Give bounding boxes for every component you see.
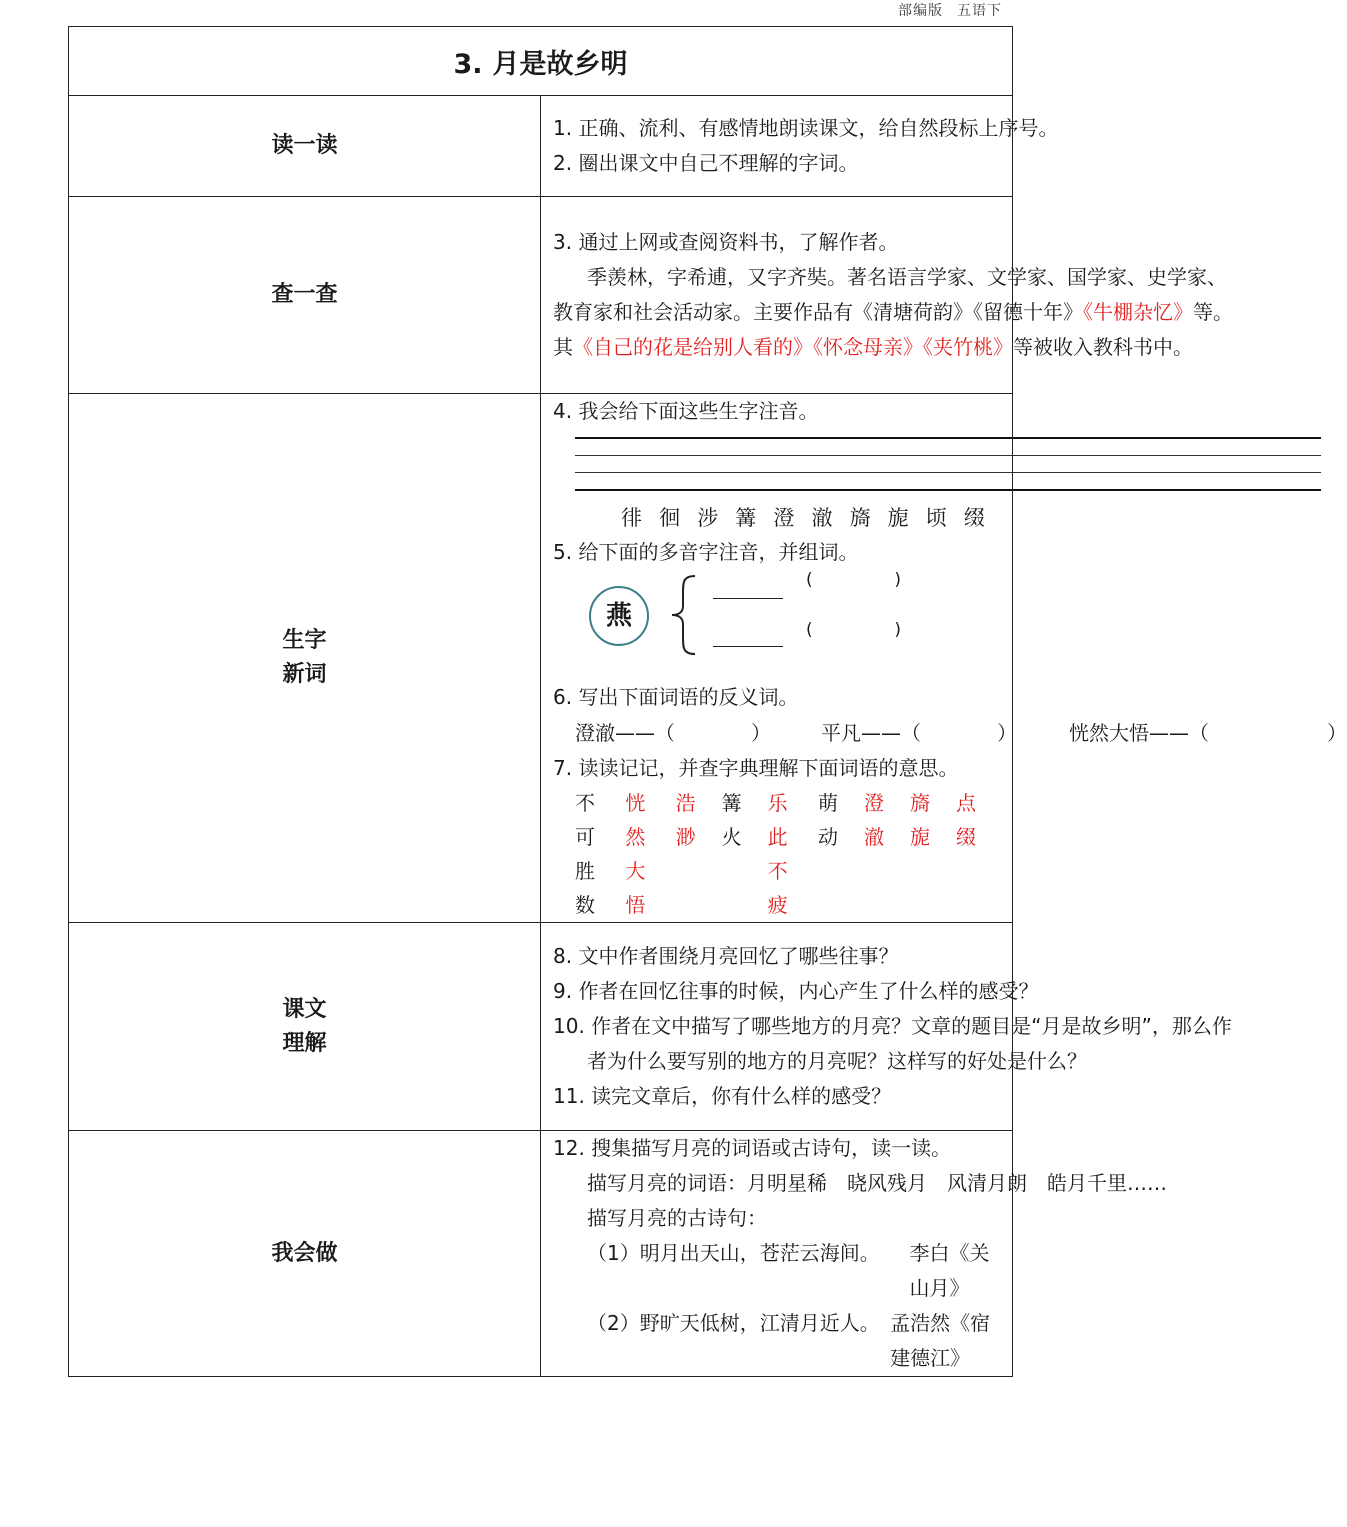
moon-words: 描写月亮的词语：月明星稀 晓风残月 风清月朗 皓月千里…… [587,1171,1167,1195]
pinyin-writing-lines[interactable] [575,437,1321,491]
vocab-item: 乐此不疲 [767,791,788,917]
worksheet-table [68,26,1347,1377]
question-6: 6. 写出下面词语的反义词。 [553,685,799,709]
char-item: 徊 [659,506,681,530]
vocab-item: 点缀 [955,791,976,849]
antonym-2-close: ） [997,721,1017,745]
section-comprehension [69,923,1013,1131]
question-11: 11. 读完文章后，你有什么样的感受？ [553,1084,892,1108]
poem-verse: （2）野旷天低树，江清月近人。 [587,1311,880,1335]
poem-line [553,1236,1002,1306]
section-label-words [69,394,541,923]
question-10: 10. 作者在文中描写了哪些地方的月亮？文章的题目是“月是故乡明”，那么作 [553,1014,1232,1038]
section-label-practice: 我会做 [69,1131,541,1377]
question-5: 5. 给下面的多音字注音，并组词。 [553,540,859,564]
section-content-comprehension [541,923,1232,1131]
antonym-3: 恍然大悟——（ [1069,721,1209,745]
lesson-number: 3. [453,48,483,80]
textbook-suffix: 等被收入教科书中。 [1013,335,1193,359]
polyphone-exercise [553,570,1002,680]
author-work-highlight: 《牛棚杂忆》 [1083,300,1193,324]
question-10-cont: 者为什么要写别的地方的月亮呢？这样写的好处是什么？ [587,1049,1087,1073]
section-label-words-1: 生字 [282,628,327,653]
vocab-item: 萌动 [817,791,838,849]
poem-verse: （1）明月出天山，苍茫云海间。 [587,1241,880,1265]
question-2: 2. 圈出课文中自己不理解的字词。 [553,151,859,175]
word-paren-2[interactable]: ( ) [806,620,901,640]
vocab-item: 篝火 [721,791,742,849]
char-item: 旎 [887,506,909,530]
antonym-1-close: ） [751,721,771,745]
char-item: 涉 [697,506,719,530]
author-works-suffix: 等。 [1193,300,1233,324]
antonym-1: 澄澈——（ [575,721,675,745]
char-item: 缀 [963,506,985,530]
question-4: 4. 我会给下面这些生字注音。 [553,399,819,423]
header-note [898,0,1002,20]
section-words [69,394,1013,923]
section-content-read [541,96,1059,197]
section-content-words [541,394,1347,923]
edition-label: 部编版 [898,3,943,19]
section-label-check: 查一查 [69,197,541,394]
polyphone-char: 燕 [589,586,649,646]
page-title [69,27,1013,96]
textbook-works-highlight: 《自己的花是给别人看的》《怀念母亲》《夹竹桃》 [573,335,1013,359]
new-characters [553,501,1002,535]
antonym-2: 平凡——（ [821,721,921,745]
vocab-item: 旖旎 [909,791,930,849]
question-3: 3. 通过上网或查阅资料书，了解作者。 [553,230,899,254]
question-9: 9. 作者在回忆往事的时候，内心产生了什么样的感受？ [553,979,1039,1003]
antonym-row [553,715,1347,751]
vocab-item: 浩渺 [675,791,696,849]
vocab-list [553,786,1002,922]
grade-label: 五语下 [957,3,1002,19]
question-1: 1. 正确、流利、有感情地朗读课文，给自然段标上序号。 [553,116,1059,140]
section-label-words-2: 新词 [282,662,327,687]
poem-source: 李白《关山月》 [909,1241,990,1300]
char-item: 澄 [773,506,795,530]
section-label-read: 读一读 [69,96,541,197]
char-item: 旖 [849,506,871,530]
question-12: 12. 搜集描写月亮的词语或古诗句，读一读。 [553,1136,952,1160]
poem-source: 孟浩然《宿建德江》 [890,1311,991,1370]
char-item: 澈 [811,506,833,530]
section-label-comprehension-1: 课文 [282,996,327,1022]
section-content-practice [541,1131,1167,1377]
brace-icon [669,574,699,656]
question-7: 7. 读读记记，并查字典理解下面词语的意思。 [553,756,959,780]
moon-poems-title: 描写月亮的古诗句： [587,1206,767,1230]
question-8: 8. 文中作者围绕月亮回忆了哪些往事？ [553,944,899,968]
vocab-item: 澄澈 [863,791,884,849]
author-intro-line-1: 季羡林，字希逋，又字齐奘。著名语言学家、文学家、国学家、史学家、 [587,265,1227,289]
word-paren-1[interactable]: ( ) [806,570,901,590]
lesson-title: 月是故乡明 [492,48,628,80]
poem-line [553,1306,1002,1376]
char-item: 篝 [735,506,757,530]
antonym-3-close: ） [1327,721,1347,745]
section-label-comprehension-2: 理解 [282,1030,327,1056]
section-content-check [541,197,1233,394]
section-practice [69,1131,1013,1377]
author-intro-line-3 [553,330,1193,365]
vocab-item: 不可胜数 [575,791,595,917]
textbook-prefix: 其 [553,335,573,359]
vocab-item: 恍然大悟 [625,791,646,917]
char-item: 顷 [925,506,947,530]
pinyin-blank-2[interactable] [713,624,783,647]
char-item: 徘 [621,506,642,530]
section-check [69,197,1013,394]
section-read [69,96,1013,197]
author-intro-line-2 [553,295,1233,330]
author-works-text: 教育家和社会活动家。主要作品有《清塘荷韵》《留德十年》 [553,300,1083,324]
section-label-comprehension [69,923,541,1131]
pinyin-blank-1[interactable] [713,576,783,599]
